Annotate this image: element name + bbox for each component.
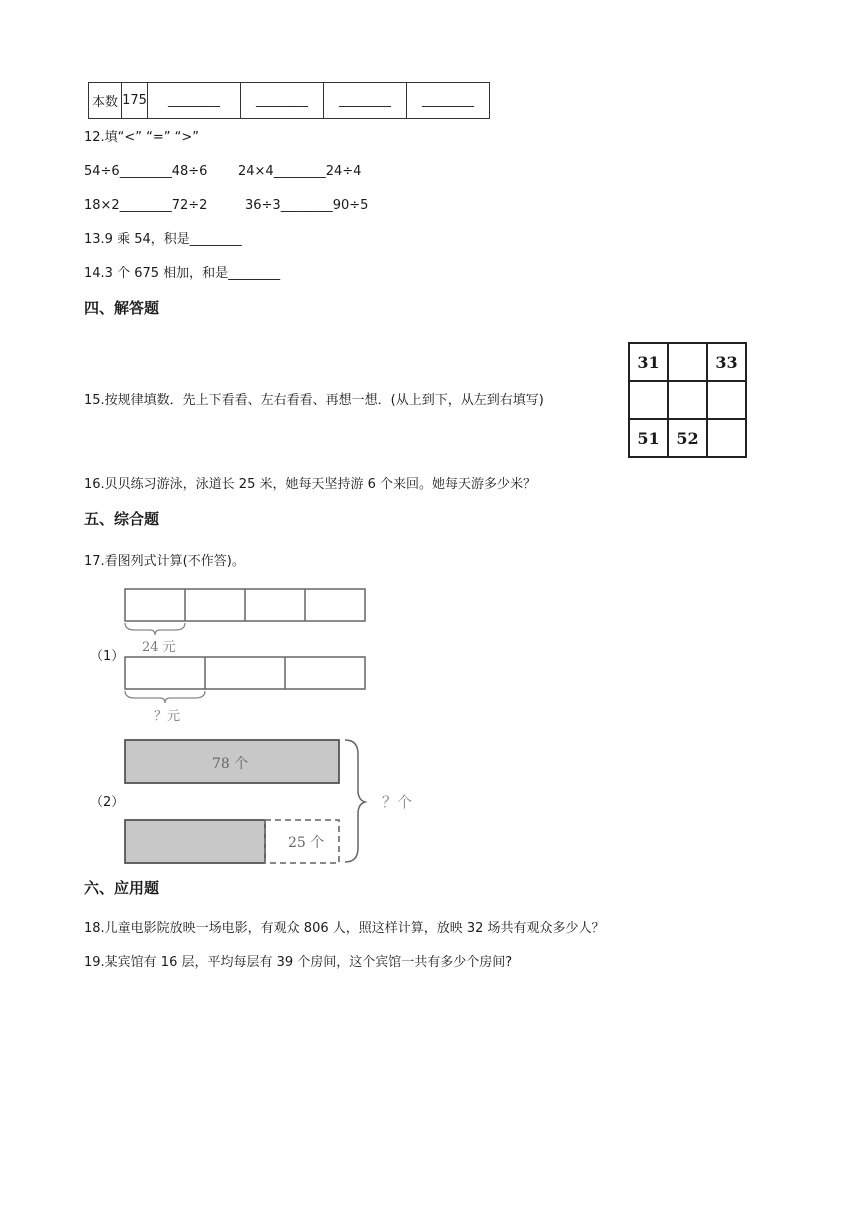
section-heading: 五、综合题 (84, 510, 160, 528)
blank-cell[interactable]: ________ (407, 83, 490, 119)
brace-label: ？元 (154, 709, 181, 724)
dashed-bar-label: 25 个 (288, 835, 325, 851)
brace (125, 623, 185, 635)
question-12-item: 54÷6________48÷6 (84, 164, 208, 179)
section-heading: 六、应用题 (84, 879, 160, 897)
number-pattern-grid (628, 342, 747, 458)
total-label: ？个 (382, 793, 413, 811)
part-label: （1） (90, 649, 125, 664)
part-label: （2） (90, 795, 125, 810)
grid-cell: 33 (707, 343, 746, 381)
question-13: 13.9 乘 54，积是________ (84, 232, 242, 247)
question-12-item: 18×2________72÷2 (84, 198, 208, 213)
grid-cell-blank[interactable] (707, 381, 746, 419)
question-12-item: 24×4________24÷4 (238, 164, 362, 179)
grid-cell-blank[interactable] (668, 343, 707, 381)
segment-diagram-1 (118, 584, 378, 729)
brace-label: 24 元 (142, 640, 176, 655)
brace (125, 691, 205, 703)
bar-label: 78 个 (212, 756, 249, 772)
bar-bottom (125, 657, 365, 689)
blank-cell[interactable]: ________ (241, 83, 324, 119)
grid-row (629, 381, 746, 419)
grid-row (629, 419, 746, 457)
table-header-cell: 本数 (89, 83, 122, 119)
bar-bottom (125, 820, 265, 863)
question-17-stem: 17.看图列式计算(不作答)。 (84, 554, 245, 569)
question-12-stem: 12.填“<” “=” “>” (84, 130, 200, 145)
question-19: 19.某宾馆有 16 层，平均每层有 39 个房间，这个宾馆一共有多少个房间? (84, 955, 513, 970)
question-15-stem: 15.按规律填数．先上下看看、左右看看、再想一想．(从上到下，从左到右填写) (84, 393, 544, 408)
grid-cell-blank[interactable] (629, 381, 668, 419)
brace (345, 740, 365, 862)
section-heading: 四、解答题 (84, 299, 160, 317)
question-12-item: 36÷3________90÷5 (245, 198, 369, 213)
table-row (89, 83, 490, 119)
question-14: 14.3 个 675 相加，和是________ (84, 266, 281, 281)
grid-row (629, 343, 746, 381)
quantity-table (88, 82, 490, 119)
table-cell: 175 (122, 83, 148, 119)
blank-cell[interactable]: ________ (148, 83, 241, 119)
question-16: 16.贝贝练习游泳，泳道长 25 米，她每天坚持游 6 个来回。她每天游多少米？ (84, 477, 537, 492)
grid-cell: 31 (629, 343, 668, 381)
grid-cell-blank[interactable] (707, 419, 746, 457)
grid-cell: 52 (668, 419, 707, 457)
grid-cell-blank[interactable] (668, 381, 707, 419)
segment-diagram-2 (118, 734, 438, 869)
grid-cell: 51 (629, 419, 668, 457)
blank-cell[interactable]: ________ (324, 83, 407, 119)
question-18: 18.儿童电影院放映一场电影，有观众 806 人，照这样计算，放映 32 场共有观众多少人？ (84, 921, 605, 936)
